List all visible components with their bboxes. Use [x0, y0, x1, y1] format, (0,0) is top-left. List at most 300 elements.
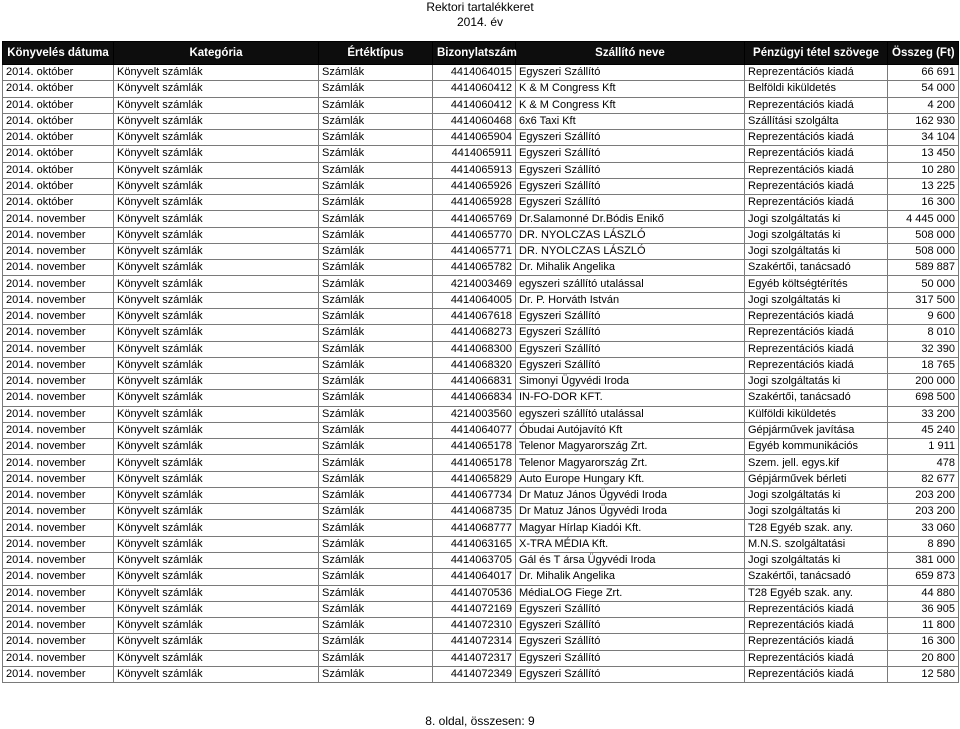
category-cell: Könyvelt számlák — [114, 97, 319, 113]
date-cell: 2014. november — [3, 569, 114, 585]
amount-cell: 698 500 — [888, 390, 959, 406]
date-cell: 2014. november — [3, 504, 114, 520]
supplier-cell: Auto Europe Hungary Kft. — [516, 471, 745, 487]
document-number-cell: 4414065913 — [433, 162, 516, 178]
value-type-cell: Számlák — [319, 292, 433, 308]
date-cell: 2014. november — [3, 390, 114, 406]
category-cell: Könyvelt számlák — [114, 504, 319, 520]
table-row — [3, 308, 959, 324]
item-text-cell: Gépjárművek javítása — [745, 422, 888, 438]
document-number-cell: 4414066831 — [433, 374, 516, 390]
item-text-cell: Reprezentációs kiadá — [745, 601, 888, 617]
column-header-category: Kategória — [114, 42, 319, 65]
item-text-cell: Reprezentációs kiadá — [745, 634, 888, 650]
date-cell: 2014. október — [3, 97, 114, 113]
date-cell: 2014. november — [3, 634, 114, 650]
category-cell: Könyvelt számlák — [114, 146, 319, 162]
category-cell: Könyvelt számlák — [114, 471, 319, 487]
value-type-cell: Számlák — [319, 130, 433, 146]
table-header-row — [3, 42, 959, 65]
date-cell: 2014. november — [3, 374, 114, 390]
column-header-date: Könyvelés dátuma — [3, 42, 114, 65]
amount-cell: 162 930 — [888, 113, 959, 129]
amount-cell: 508 000 — [888, 243, 959, 259]
table-row — [3, 666, 959, 682]
supplier-cell: Gál és T ársa Ügyvédi Iroda — [516, 552, 745, 568]
item-text-cell: Jogi szolgáltatás ki — [745, 227, 888, 243]
item-text-cell: Reprezentációs kiadá — [745, 146, 888, 162]
amount-cell: 203 200 — [888, 487, 959, 503]
document-number-cell: 4414066834 — [433, 390, 516, 406]
document-number-cell: 4414065926 — [433, 178, 516, 194]
table-row — [3, 634, 959, 650]
supplier-cell: Telenor Magyarország Zrt. — [516, 439, 745, 455]
item-text-cell: M.N.S. szolgáltatási — [745, 536, 888, 552]
date-cell: 2014. november — [3, 552, 114, 568]
document-number-cell: 4414065770 — [433, 227, 516, 243]
document-number-cell: 4414065911 — [433, 146, 516, 162]
date-cell: 2014. november — [3, 260, 114, 276]
date-cell: 2014. november — [3, 439, 114, 455]
amount-cell: 44 880 — [888, 585, 959, 601]
category-cell: Könyvelt számlák — [114, 569, 319, 585]
table-row — [3, 211, 959, 227]
date-cell: 2014. november — [3, 276, 114, 292]
amount-cell: 50 000 — [888, 276, 959, 292]
amount-cell: 8 010 — [888, 325, 959, 341]
document-number-cell: 4414067734 — [433, 487, 516, 503]
category-cell: Könyvelt számlák — [114, 113, 319, 129]
category-cell: Könyvelt számlák — [114, 211, 319, 227]
document-number-cell: 4414065782 — [433, 260, 516, 276]
supplier-cell: Egyszeri Szállító — [516, 65, 745, 81]
column-header-document-number: Bizonylatszám — [433, 42, 516, 65]
supplier-cell: egyszeri szállító utalással — [516, 406, 745, 422]
category-cell: Könyvelt számlák — [114, 178, 319, 194]
date-cell: 2014. november — [3, 341, 114, 357]
value-type-cell: Számlák — [319, 195, 433, 211]
amount-cell: 33 060 — [888, 520, 959, 536]
value-type-cell: Számlák — [319, 113, 433, 129]
value-type-cell: Számlák — [319, 471, 433, 487]
table-row — [3, 146, 959, 162]
category-cell: Könyvelt számlák — [114, 162, 319, 178]
table-body — [3, 65, 959, 683]
document-number-cell: 4414063165 — [433, 536, 516, 552]
report-title: Rektori tartalékkeret — [426, 0, 534, 14]
item-text-cell: Reprezentációs kiadá — [745, 325, 888, 341]
category-cell: Könyvelt számlák — [114, 374, 319, 390]
supplier-cell: Egyszeri Szállító — [516, 601, 745, 617]
table-row — [3, 569, 959, 585]
amount-cell: 8 890 — [888, 536, 959, 552]
value-type-cell: Számlák — [319, 618, 433, 634]
document-number-cell: 4214003469 — [433, 276, 516, 292]
value-type-cell: Számlák — [319, 504, 433, 520]
date-cell: 2014. október — [3, 81, 114, 97]
amount-cell: 9 600 — [888, 308, 959, 324]
document-number-cell: 4414064015 — [433, 65, 516, 81]
table-row — [3, 113, 959, 129]
date-cell: 2014. október — [3, 146, 114, 162]
supplier-cell: Óbudai Autójavító Kft — [516, 422, 745, 438]
category-cell: Könyvelt számlák — [114, 227, 319, 243]
value-type-cell: Számlák — [319, 81, 433, 97]
date-cell: 2014. november — [3, 650, 114, 666]
column-header-value-type: Értéktípus — [319, 42, 433, 65]
supplier-cell: Egyszeri Szállító — [516, 618, 745, 634]
amount-cell: 659 873 — [888, 569, 959, 585]
item-text-cell: Belföldi kiküldetés — [745, 81, 888, 97]
value-type-cell: Számlák — [319, 406, 433, 422]
item-text-cell: Jogi szolgáltatás ki — [745, 374, 888, 390]
table-row — [3, 65, 959, 81]
value-type-cell: Számlák — [319, 260, 433, 276]
amount-cell: 16 300 — [888, 195, 959, 211]
date-cell: 2014. október — [3, 113, 114, 129]
category-cell: Könyvelt számlák — [114, 308, 319, 324]
category-cell: Könyvelt számlák — [114, 455, 319, 471]
table-row — [3, 341, 959, 357]
date-cell: 2014. november — [3, 487, 114, 503]
document-number-cell: 4214003560 — [433, 406, 516, 422]
amount-cell: 4 445 000 — [888, 211, 959, 227]
document-number-cell: 4414065769 — [433, 211, 516, 227]
supplier-cell: Dr. Mihalik Angelika — [516, 260, 745, 276]
category-cell: Könyvelt számlák — [114, 634, 319, 650]
supplier-cell: Dr.Salamonné Dr.Bódis Enikő — [516, 211, 745, 227]
supplier-cell: Telenor Magyarország Zrt. — [516, 455, 745, 471]
date-cell: 2014. október — [3, 65, 114, 81]
supplier-cell: Egyszeri Szállító — [516, 178, 745, 194]
supplier-cell: X-TRA MÉDIA Kft. — [516, 536, 745, 552]
category-cell: Könyvelt számlák — [114, 81, 319, 97]
category-cell: Könyvelt számlák — [114, 260, 319, 276]
supplier-cell: Egyszeri Szállító — [516, 357, 745, 373]
supplier-cell: Egyszeri Szállító — [516, 634, 745, 650]
transactions-table — [2, 41, 959, 683]
category-cell: Könyvelt számlák — [114, 439, 319, 455]
date-cell: 2014. november — [3, 243, 114, 259]
category-cell: Könyvelt számlák — [114, 341, 319, 357]
value-type-cell: Számlák — [319, 211, 433, 227]
document-number-cell: 4414068320 — [433, 357, 516, 373]
date-cell: 2014. november — [3, 292, 114, 308]
supplier-cell: Simonyi Ügyvédi Iroda — [516, 374, 745, 390]
value-type-cell: Számlák — [319, 650, 433, 666]
category-cell: Könyvelt számlák — [114, 276, 319, 292]
date-cell: 2014. november — [3, 520, 114, 536]
category-cell: Könyvelt számlák — [114, 243, 319, 259]
document-number-cell: 4414064017 — [433, 569, 516, 585]
date-cell: 2014. október — [3, 130, 114, 146]
item-text-cell: Reprezentációs kiadá — [745, 130, 888, 146]
supplier-cell: DR. NYOLCZAS LÁSZLÓ — [516, 243, 745, 259]
document-number-cell: 4414068300 — [433, 341, 516, 357]
document-number-cell: 4414072314 — [433, 634, 516, 650]
supplier-cell: Egyszeri Szállító — [516, 325, 745, 341]
document-number-cell: 4414065178 — [433, 439, 516, 455]
amount-cell: 18 765 — [888, 357, 959, 373]
value-type-cell: Számlák — [319, 552, 433, 568]
item-text-cell: Egyéb kommunikációs — [745, 439, 888, 455]
table-row — [3, 325, 959, 341]
document-number-cell: 4414070536 — [433, 585, 516, 601]
amount-cell: 589 887 — [888, 260, 959, 276]
document-number-cell: 4414060412 — [433, 97, 516, 113]
amount-cell: 13 450 — [888, 146, 959, 162]
date-cell: 2014. november — [3, 325, 114, 341]
document-number-cell: 4414065829 — [433, 471, 516, 487]
document-number-cell: 4414072169 — [433, 601, 516, 617]
date-cell: 2014. november — [3, 357, 114, 373]
column-header-amount: Összeg (Ft) — [888, 42, 959, 65]
value-type-cell: Számlák — [319, 569, 433, 585]
value-type-cell: Számlák — [319, 276, 433, 292]
category-cell: Könyvelt számlák — [114, 390, 319, 406]
date-cell: 2014. november — [3, 455, 114, 471]
document-number-cell: 4414072317 — [433, 650, 516, 666]
date-cell: 2014. november — [3, 585, 114, 601]
document-number-cell: 4414065771 — [433, 243, 516, 259]
supplier-cell: Dr Matuz János Ügyvédi Iroda — [516, 487, 745, 503]
table-row — [3, 162, 959, 178]
value-type-cell: Számlák — [319, 341, 433, 357]
category-cell: Könyvelt számlák — [114, 650, 319, 666]
table-row — [3, 357, 959, 373]
value-type-cell: Számlák — [319, 520, 433, 536]
value-type-cell: Számlák — [319, 601, 433, 617]
date-cell: 2014. november — [3, 227, 114, 243]
value-type-cell: Számlák — [319, 487, 433, 503]
amount-cell: 13 225 — [888, 178, 959, 194]
amount-cell: 10 280 — [888, 162, 959, 178]
category-cell: Könyvelt számlák — [114, 406, 319, 422]
table-row — [3, 439, 959, 455]
date-cell: 2014. november — [3, 308, 114, 324]
supplier-cell: MédiaLOG Fiege Zrt. — [516, 585, 745, 601]
supplier-cell: Dr Matuz János Ügyvédi Iroda — [516, 504, 745, 520]
document-number-cell: 4414065928 — [433, 195, 516, 211]
supplier-cell: Egyszeri Szállító — [516, 650, 745, 666]
table-row — [3, 504, 959, 520]
value-type-cell: Számlák — [319, 178, 433, 194]
category-cell: Könyvelt számlák — [114, 65, 319, 81]
date-cell: 2014. október — [3, 162, 114, 178]
amount-cell: 82 677 — [888, 471, 959, 487]
item-text-cell: Reprezentációs kiadá — [745, 341, 888, 357]
item-text-cell: Reprezentációs kiadá — [745, 162, 888, 178]
table-row — [3, 276, 959, 292]
table-row — [3, 130, 959, 146]
column-header-item-text: Pénzügyi tétel szövege — [745, 42, 888, 65]
date-cell: 2014. november — [3, 618, 114, 634]
date-cell: 2014. október — [3, 178, 114, 194]
table-row — [3, 97, 959, 113]
table-row — [3, 81, 959, 97]
supplier-cell: Egyszeri Szállító — [516, 308, 745, 324]
amount-cell: 54 000 — [888, 81, 959, 97]
amount-cell: 478 — [888, 455, 959, 471]
table-row — [3, 650, 959, 666]
table-row — [3, 195, 959, 211]
document-number-cell: 4414060412 — [433, 81, 516, 97]
supplier-cell: Egyszeri Szállító — [516, 195, 745, 211]
supplier-cell: egyszeri szállító utalással — [516, 276, 745, 292]
category-cell: Könyvelt számlák — [114, 536, 319, 552]
document-number-cell: 4414072310 — [433, 618, 516, 634]
supplier-cell: Egyszeri Szállító — [516, 341, 745, 357]
item-text-cell: Reprezentációs kiadá — [745, 195, 888, 211]
item-text-cell: Reprezentációs kiadá — [745, 308, 888, 324]
page-footer: 8. oldal, összesen: 9 — [425, 714, 535, 728]
value-type-cell: Számlák — [319, 146, 433, 162]
table-row — [3, 536, 959, 552]
item-text-cell: Gépjárművek bérleti — [745, 471, 888, 487]
category-cell: Könyvelt számlák — [114, 422, 319, 438]
supplier-cell: Egyszeri Szállító — [516, 130, 745, 146]
table-row — [3, 585, 959, 601]
amount-cell: 32 390 — [888, 341, 959, 357]
value-type-cell: Számlák — [319, 325, 433, 341]
table-row — [3, 260, 959, 276]
report-year: 2014. év — [456, 15, 504, 29]
amount-cell: 16 300 — [888, 634, 959, 650]
value-type-cell: Számlák — [319, 422, 433, 438]
supplier-cell: Egyszeri Szállító — [516, 666, 745, 682]
item-text-cell: Szem. jell. egys.kif — [745, 455, 888, 471]
table-row — [3, 471, 959, 487]
item-text-cell: Reprezentációs kiadá — [745, 97, 888, 113]
date-cell: 2014. november — [3, 211, 114, 227]
item-text-cell: T28 Egyéb szak. any. — [745, 585, 888, 601]
amount-cell: 20 800 — [888, 650, 959, 666]
item-text-cell: Jogi szolgáltatás ki — [745, 552, 888, 568]
amount-cell: 1 911 — [888, 439, 959, 455]
amount-cell: 12 580 — [888, 666, 959, 682]
item-text-cell: Jogi szolgáltatás ki — [745, 243, 888, 259]
table-row — [3, 601, 959, 617]
table-row — [3, 618, 959, 634]
value-type-cell: Számlák — [319, 439, 433, 455]
item-text-cell: Külföldi kiküldetés — [745, 406, 888, 422]
value-type-cell: Számlák — [319, 536, 433, 552]
value-type-cell: Számlák — [319, 65, 433, 81]
table-row — [3, 292, 959, 308]
date-cell: 2014. november — [3, 536, 114, 552]
table-row — [3, 455, 959, 471]
item-text-cell: Reprezentációs kiadá — [745, 650, 888, 666]
amount-cell: 4 200 — [888, 97, 959, 113]
supplier-cell: 6x6 Taxi Kft — [516, 113, 745, 129]
document-number-cell: 4414068273 — [433, 325, 516, 341]
amount-cell: 317 500 — [888, 292, 959, 308]
document-number-cell: 4414064077 — [433, 422, 516, 438]
item-text-cell: Reprezentációs kiadá — [745, 178, 888, 194]
amount-cell: 508 000 — [888, 227, 959, 243]
item-text-cell: Szakértői, tanácsadó — [745, 569, 888, 585]
item-text-cell: Reprezentációs kiadá — [745, 618, 888, 634]
document-number-cell: 4414068735 — [433, 504, 516, 520]
item-text-cell: Reprezentációs kiadá — [745, 357, 888, 373]
supplier-cell: K & M Congress Kft — [516, 97, 745, 113]
category-cell: Könyvelt számlák — [114, 601, 319, 617]
document-number-cell: 4414065178 — [433, 455, 516, 471]
item-text-cell: Reprezentációs kiadá — [745, 666, 888, 682]
item-text-cell: Jogi szolgáltatás ki — [745, 487, 888, 503]
date-cell: 2014. november — [3, 666, 114, 682]
value-type-cell: Számlák — [319, 357, 433, 373]
date-cell: 2014. november — [3, 422, 114, 438]
value-type-cell: Számlák — [319, 97, 433, 113]
category-cell: Könyvelt számlák — [114, 520, 319, 536]
table-row — [3, 406, 959, 422]
item-text-cell: Egyéb költségtérítés — [745, 276, 888, 292]
supplier-cell: Magyar Hírlap Kiadói Kft. — [516, 520, 745, 536]
amount-cell: 203 200 — [888, 504, 959, 520]
table-row — [3, 178, 959, 194]
item-text-cell: T28 Egyéb szak. any. — [745, 520, 888, 536]
category-cell: Könyvelt számlák — [114, 195, 319, 211]
amount-cell: 11 800 — [888, 618, 959, 634]
supplier-cell: Egyszeri Szállító — [516, 162, 745, 178]
supplier-cell: K & M Congress Kft — [516, 81, 745, 97]
amount-cell: 36 905 — [888, 601, 959, 617]
table-row — [3, 422, 959, 438]
value-type-cell: Számlák — [319, 162, 433, 178]
category-cell: Könyvelt számlák — [114, 130, 319, 146]
document-number-cell: 4414065904 — [433, 130, 516, 146]
value-type-cell: Számlák — [319, 666, 433, 682]
amount-cell: 66 691 — [888, 65, 959, 81]
value-type-cell: Számlák — [319, 585, 433, 601]
table-row — [3, 520, 959, 536]
document-number-cell: 4414067618 — [433, 308, 516, 324]
item-text-cell: Szállítási szolgálta — [745, 113, 888, 129]
document-number-cell: 4414060468 — [433, 113, 516, 129]
item-text-cell: Jogi szolgáltatás ki — [745, 292, 888, 308]
item-text-cell: Jogi szolgáltatás ki — [745, 504, 888, 520]
value-type-cell: Számlák — [319, 455, 433, 471]
item-text-cell: Szakértői, tanácsadó — [745, 390, 888, 406]
category-cell: Könyvelt számlák — [114, 552, 319, 568]
table-row — [3, 487, 959, 503]
supplier-cell: IN-FO-DOR KFT. — [516, 390, 745, 406]
value-type-cell: Számlák — [319, 634, 433, 650]
category-cell: Könyvelt számlák — [114, 618, 319, 634]
category-cell: Könyvelt számlák — [114, 666, 319, 682]
amount-cell: 45 240 — [888, 422, 959, 438]
column-header-supplier: Szállító neve — [516, 42, 745, 65]
document-number-cell: 4414072349 — [433, 666, 516, 682]
value-type-cell: Számlák — [319, 243, 433, 259]
value-type-cell: Számlák — [319, 374, 433, 390]
table-row — [3, 227, 959, 243]
category-cell: Könyvelt számlák — [114, 292, 319, 308]
item-text-cell: Szakértői, tanácsadó — [745, 260, 888, 276]
category-cell: Könyvelt számlák — [114, 487, 319, 503]
table-row — [3, 390, 959, 406]
supplier-cell: Egyszeri Szállító — [516, 146, 745, 162]
date-cell: 2014. november — [3, 406, 114, 422]
value-type-cell: Számlák — [319, 227, 433, 243]
table-row — [3, 552, 959, 568]
item-text-cell: Jogi szolgáltatás ki — [745, 211, 888, 227]
document-number-cell: 4414063705 — [433, 552, 516, 568]
category-cell: Könyvelt számlák — [114, 585, 319, 601]
table-row — [3, 374, 959, 390]
amount-cell: 34 104 — [888, 130, 959, 146]
